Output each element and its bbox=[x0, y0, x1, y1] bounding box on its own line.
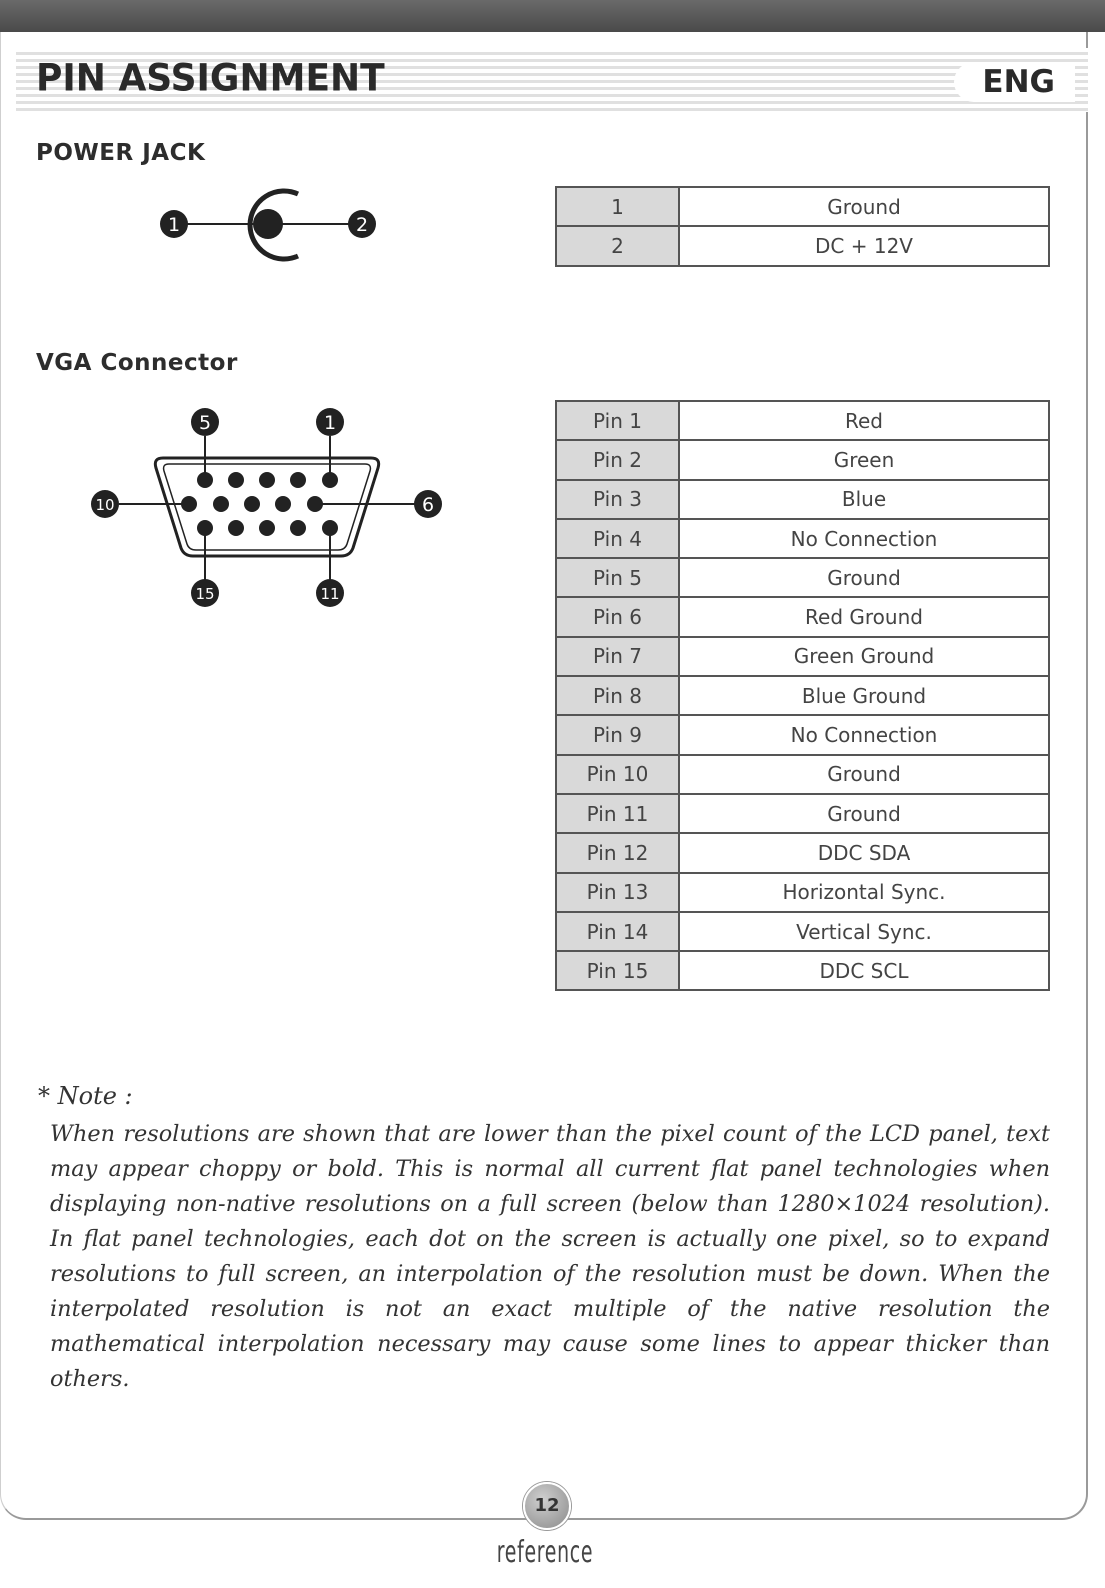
function-cell: Ground bbox=[679, 794, 1049, 833]
table-row bbox=[556, 480, 1049, 519]
function-cell: Horizontal Sync. bbox=[679, 873, 1049, 912]
table-row bbox=[556, 558, 1049, 597]
pin-cell: Pin 11 bbox=[556, 794, 679, 833]
page-title: PIN ASSIGNMENT bbox=[36, 56, 385, 101]
vga-callout-15-label: 15 bbox=[195, 585, 215, 603]
vga-callout-1-label: 1 bbox=[323, 412, 337, 434]
table-row bbox=[556, 873, 1049, 912]
language-badge: ENG bbox=[954, 62, 1075, 102]
note-label: * Note : bbox=[38, 1082, 133, 1110]
pin-cell: Pin 6 bbox=[556, 597, 679, 636]
table-row bbox=[556, 794, 1049, 833]
function-cell: Ground bbox=[679, 558, 1049, 597]
section-footer-label: reference bbox=[496, 1535, 594, 1570]
table-row bbox=[556, 833, 1049, 872]
pin-cell: Pin 12 bbox=[556, 833, 679, 872]
pin-cell: Pin 8 bbox=[556, 676, 679, 715]
table-row bbox=[556, 226, 1049, 265]
vga-pin-9 bbox=[213, 496, 229, 512]
table-row bbox=[556, 755, 1049, 794]
table-row bbox=[556, 440, 1049, 479]
function-cell: Blue bbox=[679, 480, 1049, 519]
pin-cell: Pin 15 bbox=[556, 951, 679, 990]
pin-cell: 1 bbox=[556, 187, 679, 226]
vga-pin-15 bbox=[197, 520, 213, 536]
vga-callout-11-label: 11 bbox=[320, 585, 340, 603]
vga-diagram bbox=[85, 400, 455, 620]
power-jack-callout-1-label: 1 bbox=[167, 214, 181, 236]
function-cell: Blue Ground bbox=[679, 676, 1049, 715]
vga-callout-6-label: 6 bbox=[421, 494, 435, 516]
function-cell: DDC SDA bbox=[679, 833, 1049, 872]
pin-cell: Pin 2 bbox=[556, 440, 679, 479]
function-cell: DC + 12V bbox=[679, 226, 1049, 265]
pin-cell: Pin 4 bbox=[556, 519, 679, 558]
vga-pin-5 bbox=[197, 472, 213, 488]
top-bar bbox=[0, 0, 1105, 32]
table-row bbox=[556, 187, 1049, 226]
vga-pin-6 bbox=[307, 496, 323, 512]
function-cell: No Connection bbox=[679, 715, 1049, 754]
function-cell: Ground bbox=[679, 187, 1049, 226]
function-cell: Ground bbox=[679, 755, 1049, 794]
pin-cell: 2 bbox=[556, 226, 679, 265]
table-row bbox=[556, 597, 1049, 636]
pin-cell: Pin 7 bbox=[556, 637, 679, 676]
vga-pin-12 bbox=[290, 520, 306, 536]
pin-cell: Pin 13 bbox=[556, 873, 679, 912]
vga-callout-10-label: 10 bbox=[95, 496, 115, 514]
vga-pin-8 bbox=[244, 496, 260, 512]
vga-pin-10 bbox=[181, 496, 197, 512]
vga-heading: VGA Connector bbox=[36, 350, 238, 376]
pin-cell: Pin 5 bbox=[556, 558, 679, 597]
table-row bbox=[556, 715, 1049, 754]
function-cell: No Connection bbox=[679, 519, 1049, 558]
function-cell: Green Ground bbox=[679, 637, 1049, 676]
vga-pin-13 bbox=[259, 520, 275, 536]
pin-cell: Pin 1 bbox=[556, 401, 679, 440]
pin-cell: Pin 10 bbox=[556, 755, 679, 794]
pin-cell: Pin 14 bbox=[556, 912, 679, 951]
power-jack-heading: POWER JACK bbox=[36, 140, 206, 166]
vga-pin-7 bbox=[275, 496, 291, 512]
table-row bbox=[556, 637, 1049, 676]
table-row bbox=[556, 912, 1049, 951]
function-cell: Red Ground bbox=[679, 597, 1049, 636]
vga-pin-3 bbox=[259, 472, 275, 488]
function-cell: DDC SCL bbox=[679, 951, 1049, 990]
page-number-badge: 12 bbox=[523, 1482, 571, 1530]
function-cell: Green bbox=[679, 440, 1049, 479]
vga-callout-5-label: 5 bbox=[198, 412, 212, 434]
vga-pin-4 bbox=[228, 472, 244, 488]
vga-pin-11 bbox=[322, 520, 338, 536]
pin-cell: Pin 9 bbox=[556, 715, 679, 754]
power-jack-diagram bbox=[150, 180, 390, 270]
note-body: When resolutions are shown that are lower than the pixel count of the LCD panel, text may appear choppy or bold. This is normal all current flat panel technologies when displaying non-native resolutions on a full screen (below than 1280×1024 resolution). In flat panel technologies, each dot on the screen is actually one pixel, so to expand resolutions to full screen, an interpolation of the resolution must be down. When the interpolated resolution is not an exact multiple of the native resolution the mathematical interpolation necessary may cause some lines to appear thicker than others. bbox=[50, 1121, 1050, 1392]
table-row bbox=[556, 951, 1049, 990]
vga-pin-2 bbox=[290, 472, 306, 488]
power-jack-table bbox=[555, 186, 1050, 267]
vga-pin-14 bbox=[228, 520, 244, 536]
vga-pin-1 bbox=[322, 472, 338, 488]
table-row bbox=[556, 519, 1049, 558]
function-cell: Red bbox=[679, 401, 1049, 440]
table-row bbox=[556, 676, 1049, 715]
power-jack-center-pin bbox=[253, 209, 283, 239]
table-row bbox=[556, 401, 1049, 440]
vga-table bbox=[555, 400, 1050, 991]
power-jack-callout-2-label: 2 bbox=[355, 214, 369, 236]
pin-cell: Pin 3 bbox=[556, 480, 679, 519]
function-cell: Vertical Sync. bbox=[679, 912, 1049, 951]
